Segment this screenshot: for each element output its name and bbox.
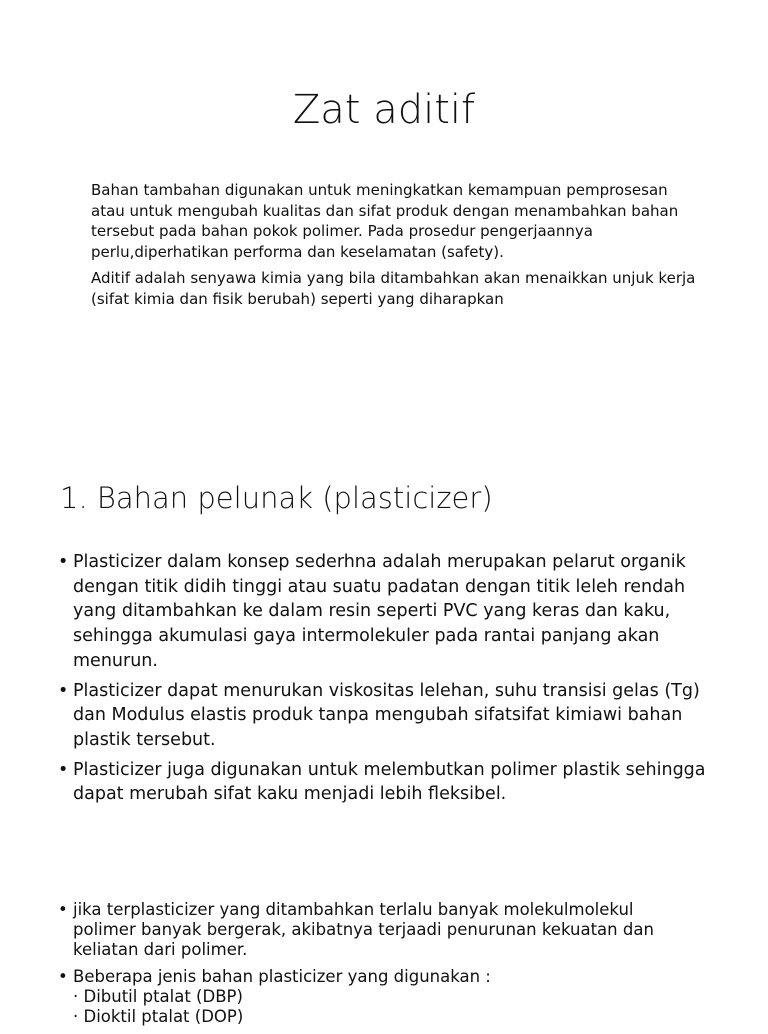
slide-title: Zat aditif [292, 87, 476, 133]
bullet-item [58, 900, 698, 960]
intro-paragraph: Aditif adalah senyawa kimia yang bila ditambahkan akan menaikkan unjuk kerja (sifat kimia dan fisik berubah) seperti yang diharapkan [91, 269, 696, 308]
bullet-text: jika terplasticizer yang ditambahkan terlalu banyak molekulmolekul polimer banyak bergerak, akibatnya terjaadi penurunan kekuatan dan keliatan dari polimer. [73, 900, 654, 959]
bullet-text: Plasticizer dapat menurukan viskositas lelehan, suhu transisi gelas (Tg) dan Modulus elastis produk tanpa mengubah sifatsifat kimiawi bahan plastik tersebut. [73, 680, 700, 750]
bullet-icon: • [58, 552, 69, 572]
intro-paragraph: Bahan tambahan digunakan untuk meningkatkan kemampuan pemprosesan atau untuk mengubah kualitas dan sifat produk dengan menambahkan bahan tersebut pada bahan pokok polimer. Pada prosedur pengerjaannya perlu,diperhatikan performa dan keselamatan (safety). [91, 181, 679, 261]
bullet-item [58, 550, 720, 674]
plasticizer-type-item: · Dioktil ptalat (DOP) [73, 1007, 244, 1026]
plasticizer-type-item: · Dibutil ptalat (DBP) [73, 987, 243, 1006]
bullet-text: Beberapa jenis bahan plasticizer yang digunakan : [73, 967, 491, 986]
bullet-text: Plasticizer juga digunakan untuk melembutkan polimer plastik sehingga dapat merubah sifat kaku menjadi lebih fleksibel. [73, 759, 706, 805]
slide-plasticizer-jenis [0, 882, 768, 1024]
bullet-icon: • [58, 759, 69, 780]
bullet-item [58, 758, 720, 807]
bullet-text: Plasticizer dalam konsep sederhna adalah merupakan pelarut organik dengan titik didih tinggi atau suatu padatan dengan titik leleh rendah yang ditambahkan ke dalam resin seperti PVC yang keras dan kaku, sehingga akumulasi gaya intermolekuler pada rantai panjang akan menurun. [73, 552, 686, 671]
intro-text [91, 180, 703, 315]
bullet-icon: • [58, 900, 68, 919]
bullet-list [58, 900, 698, 1034]
bullet-item [58, 967, 698, 1027]
slide-bahan-pelunak [0, 452, 768, 864]
slide-zat-aditif [0, 0, 768, 435]
bullet-item [58, 679, 720, 753]
bullet-list [58, 550, 720, 812]
bullet-icon: • [58, 680, 69, 701]
section-heading: 1. Bahan pelunak (plasticizer) [60, 481, 493, 515]
bullet-icon: • [58, 967, 68, 986]
